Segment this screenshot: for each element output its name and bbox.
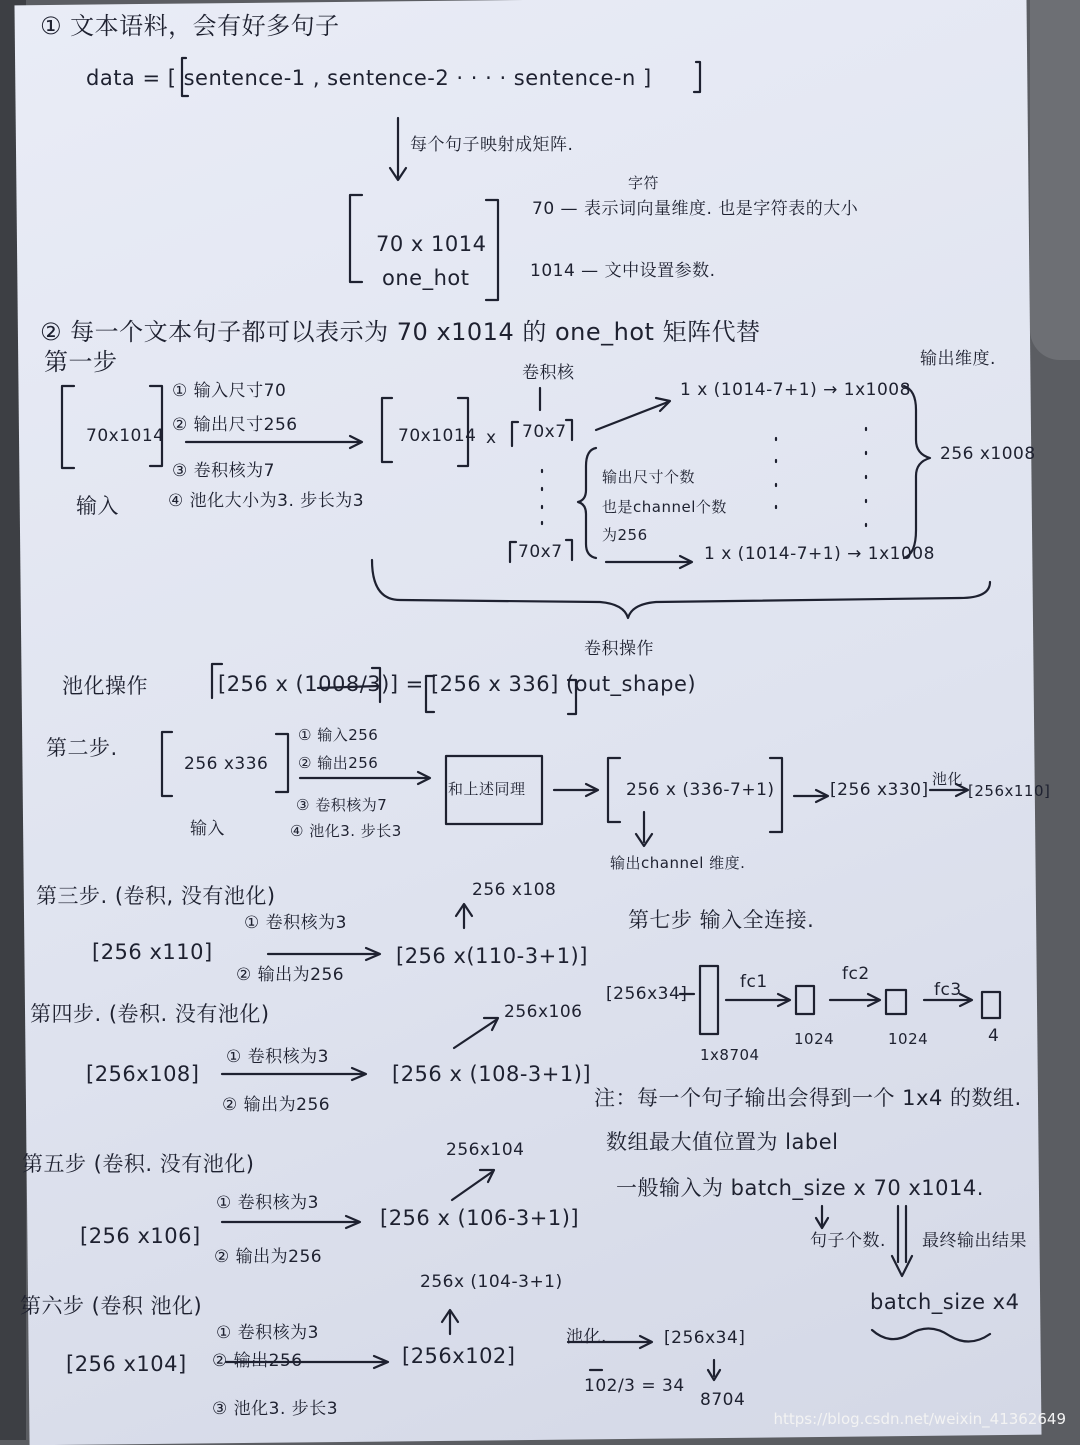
step7-label: 第七步 输入全连接. [628,908,815,932]
matrix-size: 70 x 1014 [376,232,487,256]
note-70: 70 — 表示词向量维度. 也是字符表的大小 [532,199,859,219]
step7-vector: 1x8704 [700,1046,760,1064]
step7-input: [256x34] [606,984,688,1004]
step6-param-1: ① 卷积核为3 [216,1323,319,1343]
note-line-2: 数组最大值位置为 label [606,1130,839,1154]
matrix-type: one_hot [382,266,470,290]
fc3-size: 4 [988,1026,1000,1046]
output-bottom: 1 x (1014-7+1) → 1x1008 [704,544,935,564]
step1-param-3: ③ 卷积核为7 [172,461,275,481]
pooling-label: 池化操作 [62,674,148,698]
step2-param-1: ① 输入256 [298,726,379,744]
step6-input: [256 x104] [66,1352,187,1376]
channel-note-3: 为256 [602,526,648,544]
channel-note-2: 也是channel个数 [602,498,727,516]
step1-param-2: ② 输出尺寸256 [172,415,298,435]
step3-result: [256 x(110-3+1)] [396,944,588,968]
step4-label: 第四步. (卷积. 没有池化) [30,1002,270,1026]
channel-note-1: 输出尺寸个数 [602,468,696,486]
output-top: 1 x (1014-7+1) → 1x1008 [680,380,911,400]
step2-param-2: ② 输出256 [298,754,379,772]
step5-label: 第五步 (卷积. 没有池化) [22,1152,255,1176]
data-definition: data = [ sentence-1 , sentence-2 · · · · sentence-n ] [86,66,652,90]
fc3-label: fc3 [934,980,962,1000]
step5-out: 256x104 [446,1140,525,1160]
step6-pool-result: [256x34] [664,1328,746,1348]
batch-output: batch_size x4 [870,1290,1020,1314]
step4-input: [256x108] [86,1062,200,1086]
note-1014: 1014 — 文中设置参数. [530,261,716,281]
note-70-superscript: 字符 [628,174,660,192]
step2-param-4: ④ 池化3. 步长3 [290,822,402,840]
kernel-label: 卷积核 [522,363,575,383]
step1-input-label: 输入 [76,494,119,518]
step5-param-2: ② 输出为256 [214,1247,323,1267]
mapping-note: 每个句子映射成矩阵. [410,135,574,155]
fc2-label: fc2 [842,964,870,984]
pooling-formula: [256 x (1008/3)] = [256 x 336] (out_shape) [218,672,697,696]
step4-param-1: ① 卷积核为3 [226,1047,329,1067]
note-line-3: 一般输入为 batch_size x 70 x1014. [616,1176,984,1200]
kernel-top: 70x7 [522,422,567,442]
step6-label: 第六步 (卷积 池化) [20,1294,203,1318]
step2-input: 256 x336 [184,754,269,774]
step2-channel-note: 输出channel 维度. [610,854,746,872]
kernel-bottom: 70x7 [518,542,563,562]
step3-label: 第三步. (卷积, 没有池化) [36,884,276,908]
step2-label: 第二步. [46,736,118,760]
step2-result: 256 x (336-7+1) [626,780,775,800]
fc1-size: 1024 [794,1030,835,1048]
section2-title: ② 每一个文本句子都可以表示为 70 x1014 的 one_hot 矩阵代替 [40,318,761,346]
step6-param-2: ② 输出256 [212,1351,303,1371]
step6-result: [256x102] [402,1344,516,1368]
output-dim-label: 输出维度. [920,349,996,369]
step1-param-4: ④ 池化大小为3. 步长为3 [168,491,365,511]
step4-param-2: ② 输出为256 [222,1095,331,1115]
step2-shape2: [256x110] [968,782,1051,800]
note-line-1: 注：每一个句子输出会得到一个 1x4 的数组. [594,1086,1022,1110]
step3-out: 256 x108 [472,880,557,900]
step1-mid-matrix: 70x1014 [398,426,477,446]
step3-input: [256 x110] [92,940,213,964]
step1-param-1: ① 输入尺寸70 [172,381,287,401]
step5-input: [256 x106] [80,1224,201,1248]
step6-calc: 102/3 = 34 [584,1376,685,1396]
output-dim: 256 x1008 [940,444,1036,464]
fc2-size: 1024 [888,1030,929,1048]
step1-times: x [486,428,497,448]
step2-shape1: [256 x330] [830,780,929,800]
sentence-count-note: 句子个数. [810,1231,886,1251]
step5-result: [256 x (106-3+1)] [380,1206,580,1230]
conv-label: 卷积操作 [584,639,654,659]
step5-param-1: ① 卷积核为3 [216,1193,319,1213]
step1-input-matrix: 70x1014 [86,426,165,446]
step6-out: 256x (104-3+1) [420,1272,563,1292]
step2-pool-label: 池化 [932,770,964,788]
step4-result: [256 x (108-3+1)] [392,1062,592,1086]
step1-label: 第一步 [44,348,118,376]
step3-param-1: ① 卷积核为3 [244,913,347,933]
step2-param-3: ③ 卷积核为7 [296,796,388,814]
step2-input-label: 输入 [190,819,225,839]
step4-out: 256x106 [504,1002,583,1022]
step6-pool-label: 池化. [566,1327,607,1347]
same-as-above-box: 和上述同理 [448,780,526,798]
fc1-label: fc1 [740,972,768,992]
step6-flat: 8704 [700,1390,746,1410]
final-output-note: 最终输出结果 [922,1231,1027,1251]
step6-param-3: ③ 池化3. 步长3 [212,1399,339,1419]
watermark: https://blog.csdn.net/weixin_41362649 [773,1410,1066,1428]
step3-param-2: ② 输出为256 [236,965,345,985]
section1-title: ① 文本语料，会有好多句子 [40,12,340,40]
